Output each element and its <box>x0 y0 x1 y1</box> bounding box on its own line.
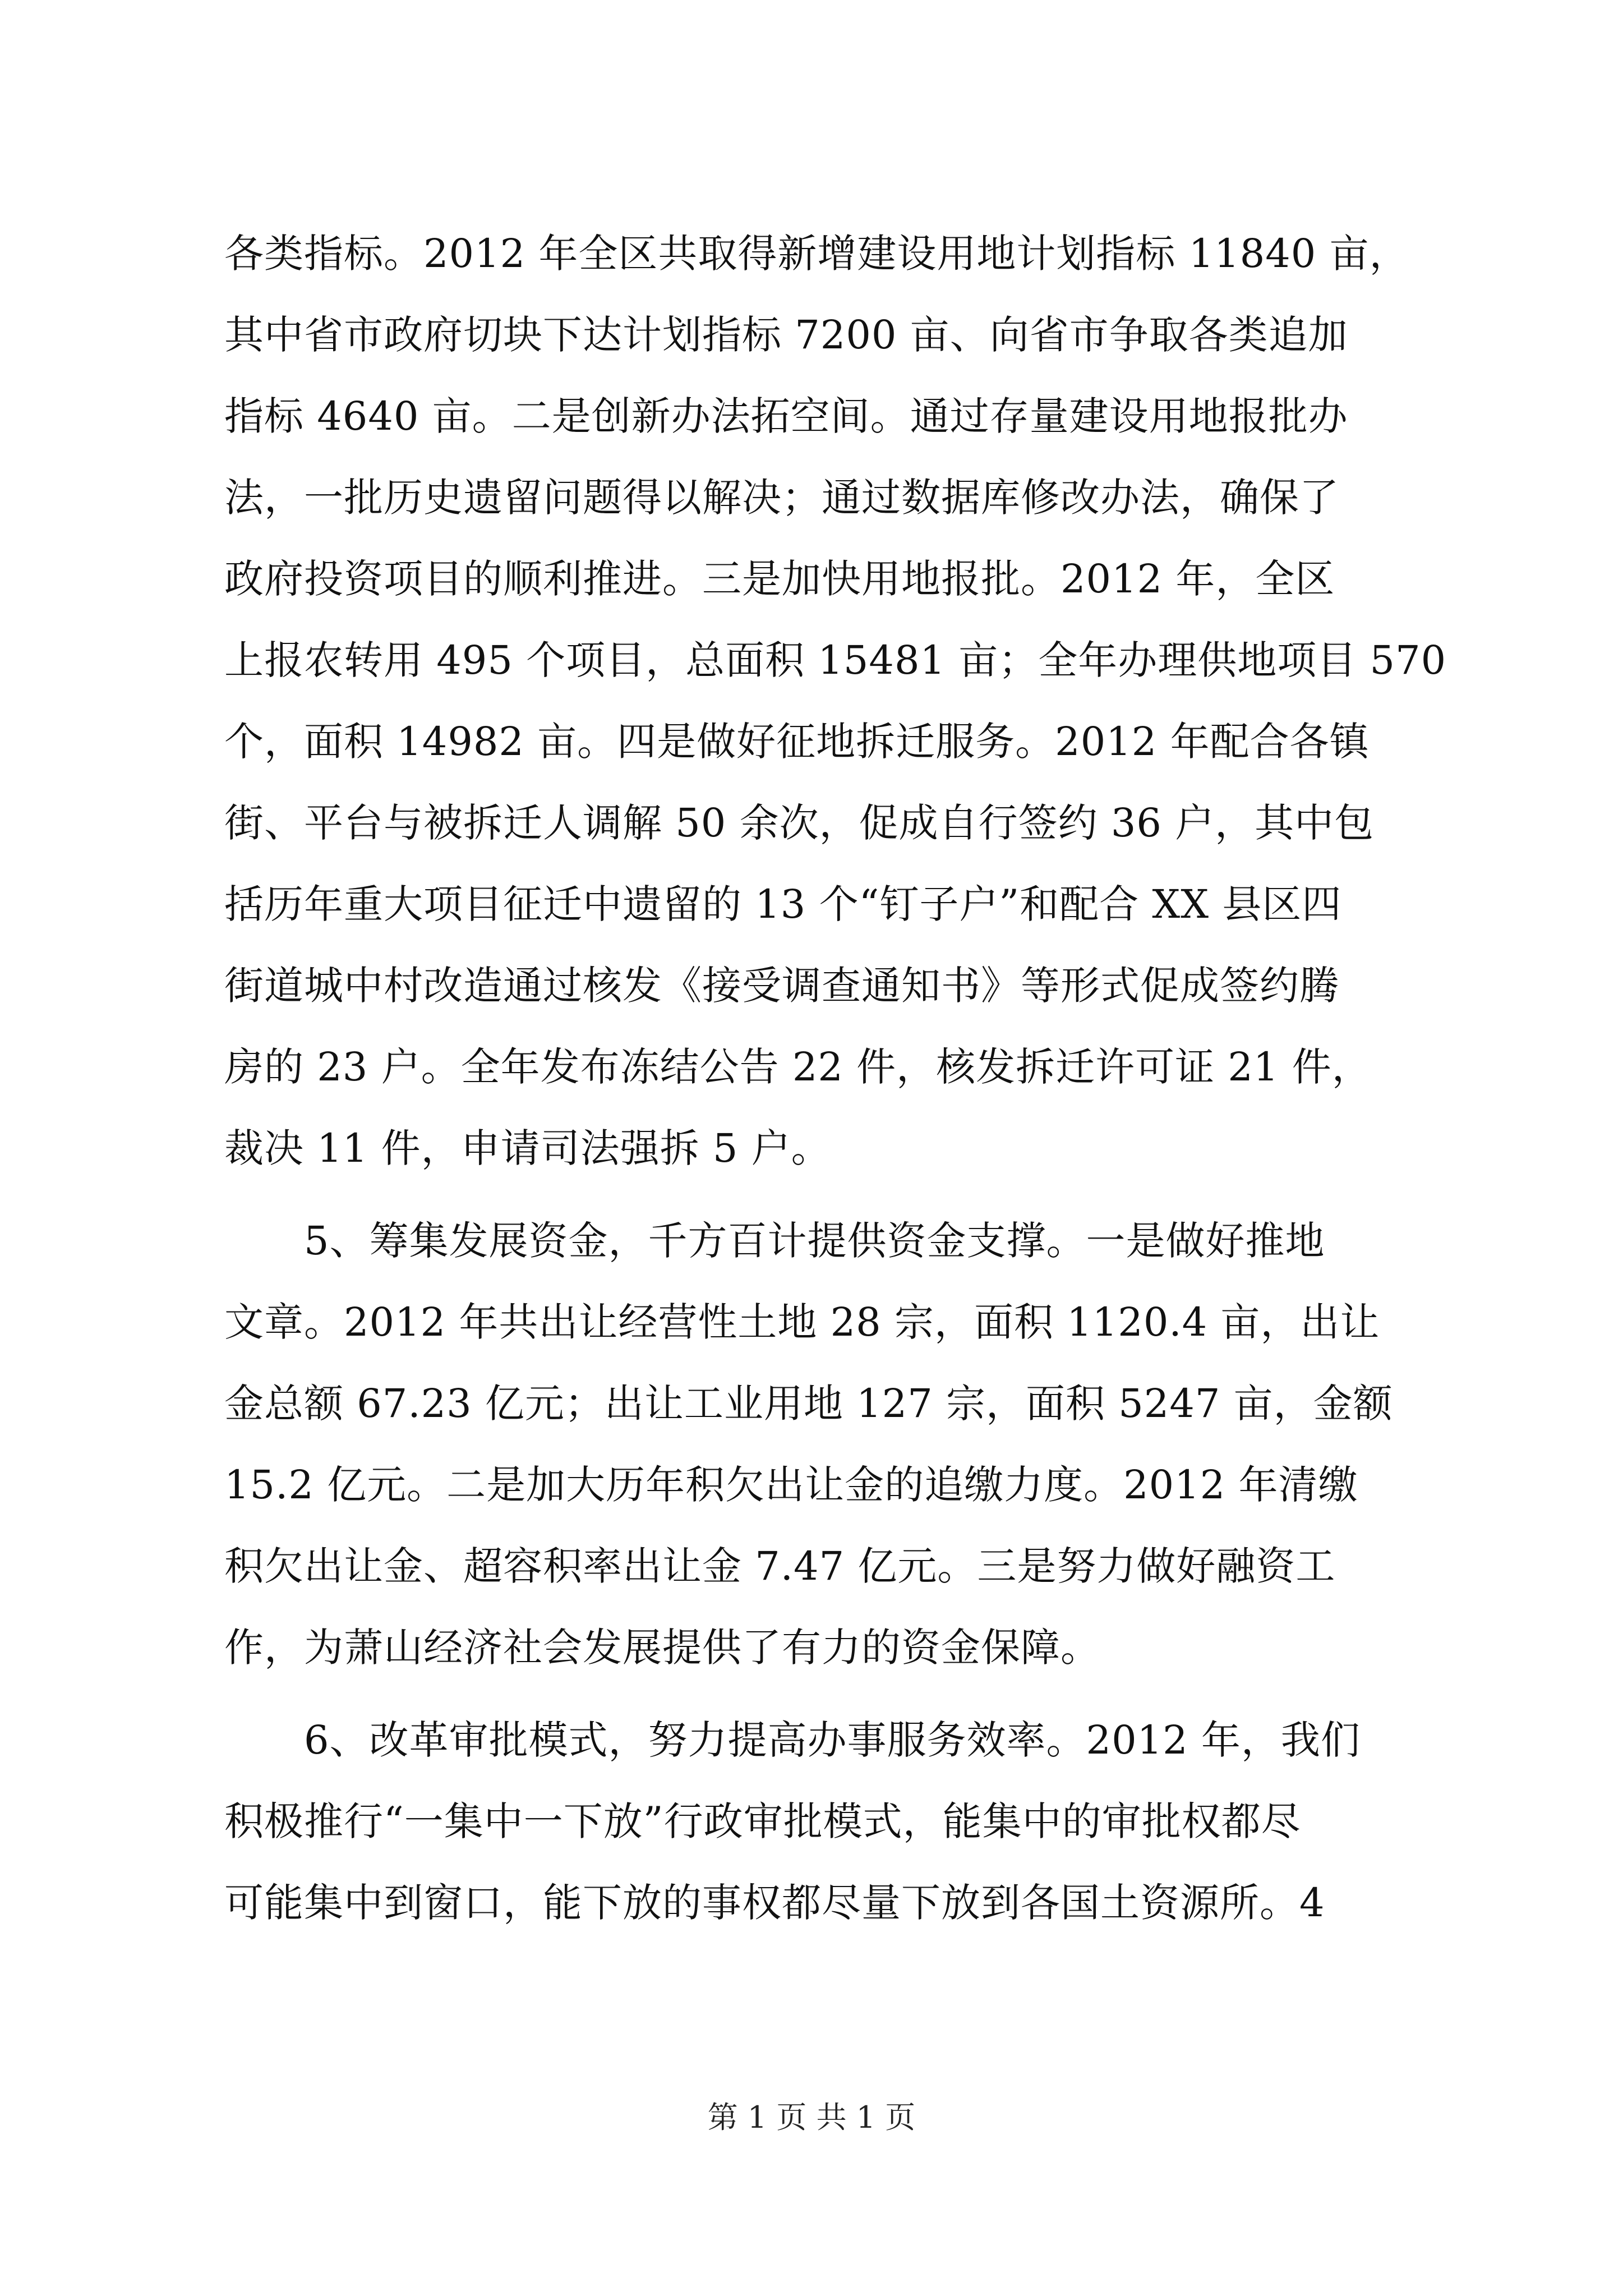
text-line: 街道城中村改造通过核发《接受调查通知书》等形式促成签约腾 <box>224 963 1339 1009</box>
document-body <box>224 213 1447 1944</box>
paragraph-1 <box>224 213 1447 1189</box>
text-line: 作，为萧山经济社会发展提供了有力的资金保障。 <box>224 1625 1100 1671</box>
text-line: 15.2 亿元。二是加大历年积欠出让金的追缴力度。2012 年清缴 <box>224 1462 1358 1508</box>
text-line: 指标 4640 亩。二是创新办法拓空间。通过存量建设用地报批办 <box>224 393 1348 439</box>
text-line: 5、筹集发展资金，千方百计提供资金支撑。一是做好推地 <box>224 1218 1325 1264</box>
paragraph-spacer <box>224 1688 1436 1700</box>
text-line: 积极推行“一集中一下放”行政审批模式，能集中的审批权都尽 <box>224 1798 1301 1844</box>
text-line: 上报农转用 495 个项目，总面积 15481 亩；全年办理供地项目 570 <box>224 637 1447 683</box>
paragraph-2 <box>224 1200 1436 1688</box>
text-line: 文章。2012 年共出让经营性土地 28 宗，面积 1120.4 亩，出让 <box>224 1299 1380 1345</box>
text-line: 街、平台与被拆迁人调解 50 余次，促成自行签约 36 户，其中包 <box>224 800 1375 846</box>
text-line: 括历年重大项目征迁中遗留的 13 个“钉子户”和配合 XX 县区四 <box>224 881 1342 927</box>
text-line: 法，一批历史遗留问题得以解决；通过数据库修改办法，确保了 <box>224 475 1339 521</box>
text-line: 6、改革审批模式，努力提高办事服务效率。2012 年，我们 <box>224 1717 1361 1763</box>
text-line: 政府投资项目的顺利推进。三是加快用地报批。2012 年，全区 <box>224 556 1335 602</box>
text-line: 裁决 11 件，申请司法强拆 5 户。 <box>224 1125 831 1171</box>
text-line: 积欠出让金、超容积率出让金 7.47 亿元。三是努力做好融资工 <box>224 1543 1336 1589</box>
text-line: 可能集中到窗口，能下放的事权都尽量下放到各国土资源所。4 <box>224 1880 1325 1926</box>
text-line: 房的 23 户。全年发布冻结公告 22 件，核发拆迁许可证 21 件， <box>224 1044 1372 1090</box>
text-line: 个，面积 14982 亩。四是做好征地拆迁服务。2012 年配合各镇 <box>224 719 1370 765</box>
page-footer: 第 1 页 共 1 页 <box>707 2100 916 2135</box>
paragraph-spacer <box>224 1189 1436 1200</box>
text-line: 各类指标。2012 年全区共取得新增建设用地计划指标 11840 亩， <box>224 231 1409 277</box>
text-line: 金总额 67.23 亿元；出让工业用地 127 宗，面积 5247 亩，金额 <box>224 1381 1393 1427</box>
paragraph-3 <box>224 1700 1436 1944</box>
text-line: 其中省市政府切块下达计划指标 7200 亩、向省市争取各类追加 <box>224 312 1348 358</box>
